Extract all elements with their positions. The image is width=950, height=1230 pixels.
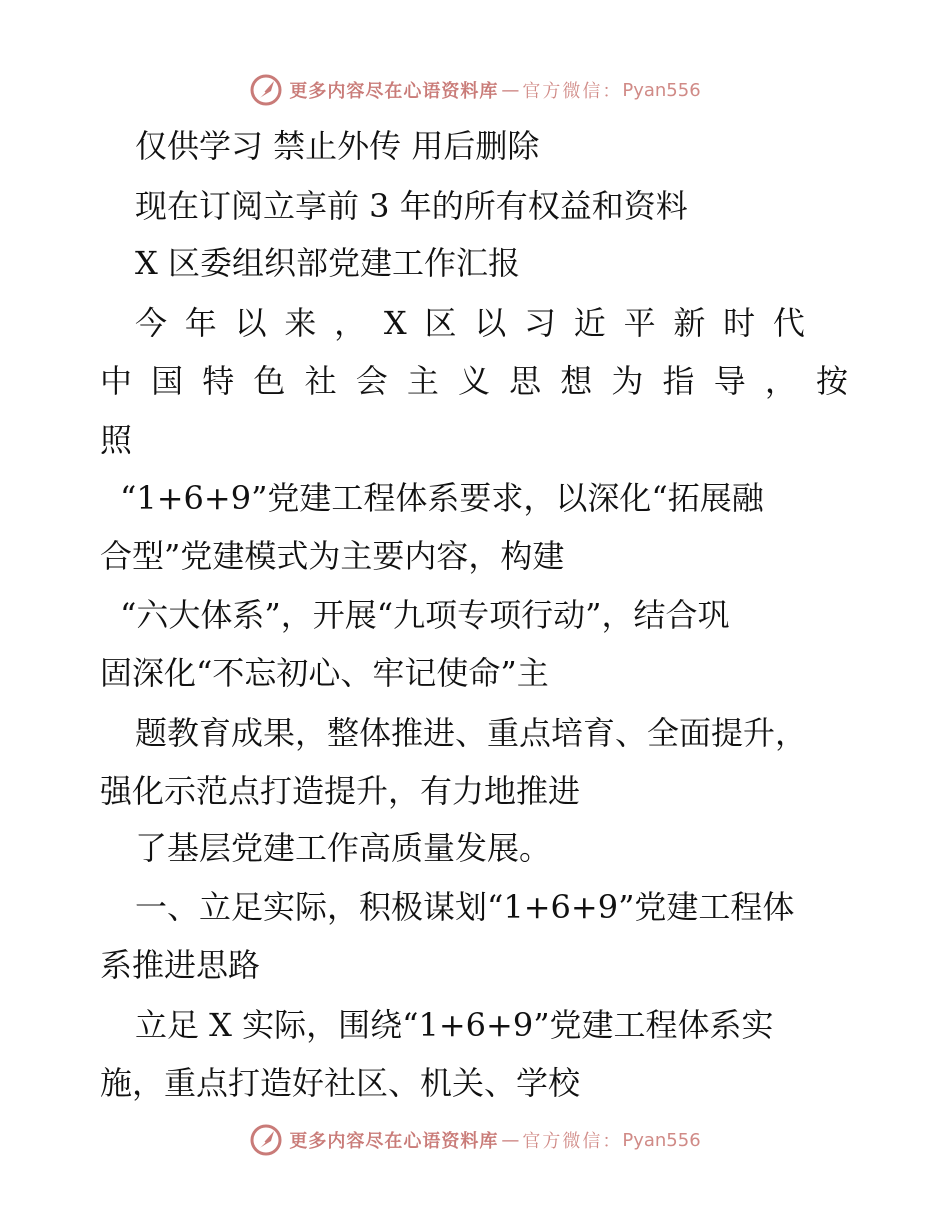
- spread-char: 新: [673, 304, 706, 342]
- body-line-1: [135, 303, 805, 343]
- body-line-8: 题教育成果，整体推进、重点培育、全面提升，: [135, 714, 808, 752]
- body-line-10: 了基层党建工作高质量发展。: [135, 829, 552, 867]
- spread-char: 思: [509, 362, 542, 400]
- spread-char: 今: [135, 304, 168, 342]
- watermark-banner-top: [0, 70, 950, 110]
- body-line-2: [100, 361, 848, 401]
- spread-char: 指: [662, 362, 695, 400]
- spread-char: 中: [100, 362, 133, 400]
- banner-wechat-id: Pyan556: [622, 1129, 701, 1151]
- spread-char: 时: [723, 304, 756, 342]
- banner-separator: —: [501, 79, 520, 101]
- body-line-3: 照: [100, 421, 133, 459]
- body-line-6: “六大体系”，开展“九项专项行动”，结合巩: [120, 596, 730, 634]
- banner-separator: —: [501, 1129, 520, 1151]
- spread-char: 为: [611, 362, 644, 400]
- notice-line: 仅供学习 禁止外传 用后删除: [135, 127, 540, 165]
- section-heading-1-cont: 系推进思路: [100, 946, 261, 984]
- subscribe-line: 现在订阅立享前 3 年的所有权益和资料: [135, 187, 688, 225]
- spread-char: 主: [406, 362, 439, 400]
- document-title: X 区委组织部党建工作汇报: [135, 244, 520, 282]
- spread-char: 代: [772, 304, 805, 342]
- banner-brand: 更多内容尽在心语资料库: [289, 1131, 499, 1152]
- spread-char: 年: [184, 304, 217, 342]
- spread-char: 会: [355, 362, 388, 400]
- spread-char: 来: [284, 304, 317, 342]
- spread-char: 以: [234, 304, 267, 342]
- quill-logo-icon: [249, 1123, 283, 1157]
- spread-char: 导: [713, 362, 746, 400]
- body-line-9: 强化示范点打造提升，有力地推进: [100, 772, 581, 810]
- body-line-11: 立足 X 实际，围绕“1+6+9”党建工程体系实: [135, 1006, 774, 1044]
- spread-char: 近: [573, 304, 606, 342]
- spread-char: ，: [764, 362, 797, 400]
- spread-char: 按: [815, 362, 848, 400]
- banner-official-label: 官方微信：: [522, 1131, 623, 1152]
- banner-wechat-id: Pyan556: [622, 79, 701, 101]
- watermark-banner-bottom: [0, 1120, 950, 1160]
- section-heading-1: 一、立足实际，积极谋划“1+6+9”党建工程体: [135, 888, 795, 926]
- spread-char: 习: [524, 304, 557, 342]
- spread-char: 区: [424, 304, 457, 342]
- spread-char: 国: [151, 362, 184, 400]
- body-line-5: 合型”党建模式为主要内容，构建: [100, 537, 565, 575]
- spread-char: 以: [474, 304, 507, 342]
- spread-char: X: [383, 304, 407, 342]
- body-line-4: “1+6+9”党建工程体系要求，以深化“拓展融: [120, 479, 764, 517]
- banner-official-label: 官方微信：: [522, 81, 623, 102]
- banner-brand: 更多内容尽在心语资料库: [289, 81, 499, 102]
- spread-char: 想: [560, 362, 593, 400]
- body-line-7: 固深化“不忘初心、牢记使命”主: [100, 654, 549, 692]
- spread-char: 社: [304, 362, 337, 400]
- body-line-12: 施，重点打造好社区、机关、学校: [100, 1064, 581, 1102]
- spread-char: 色: [253, 362, 286, 400]
- spread-char: 平: [623, 304, 656, 342]
- spread-char: 义: [457, 362, 490, 400]
- quill-logo-icon: [249, 73, 283, 107]
- spread-char: 特: [202, 362, 235, 400]
- spread-char: ，: [334, 304, 367, 342]
